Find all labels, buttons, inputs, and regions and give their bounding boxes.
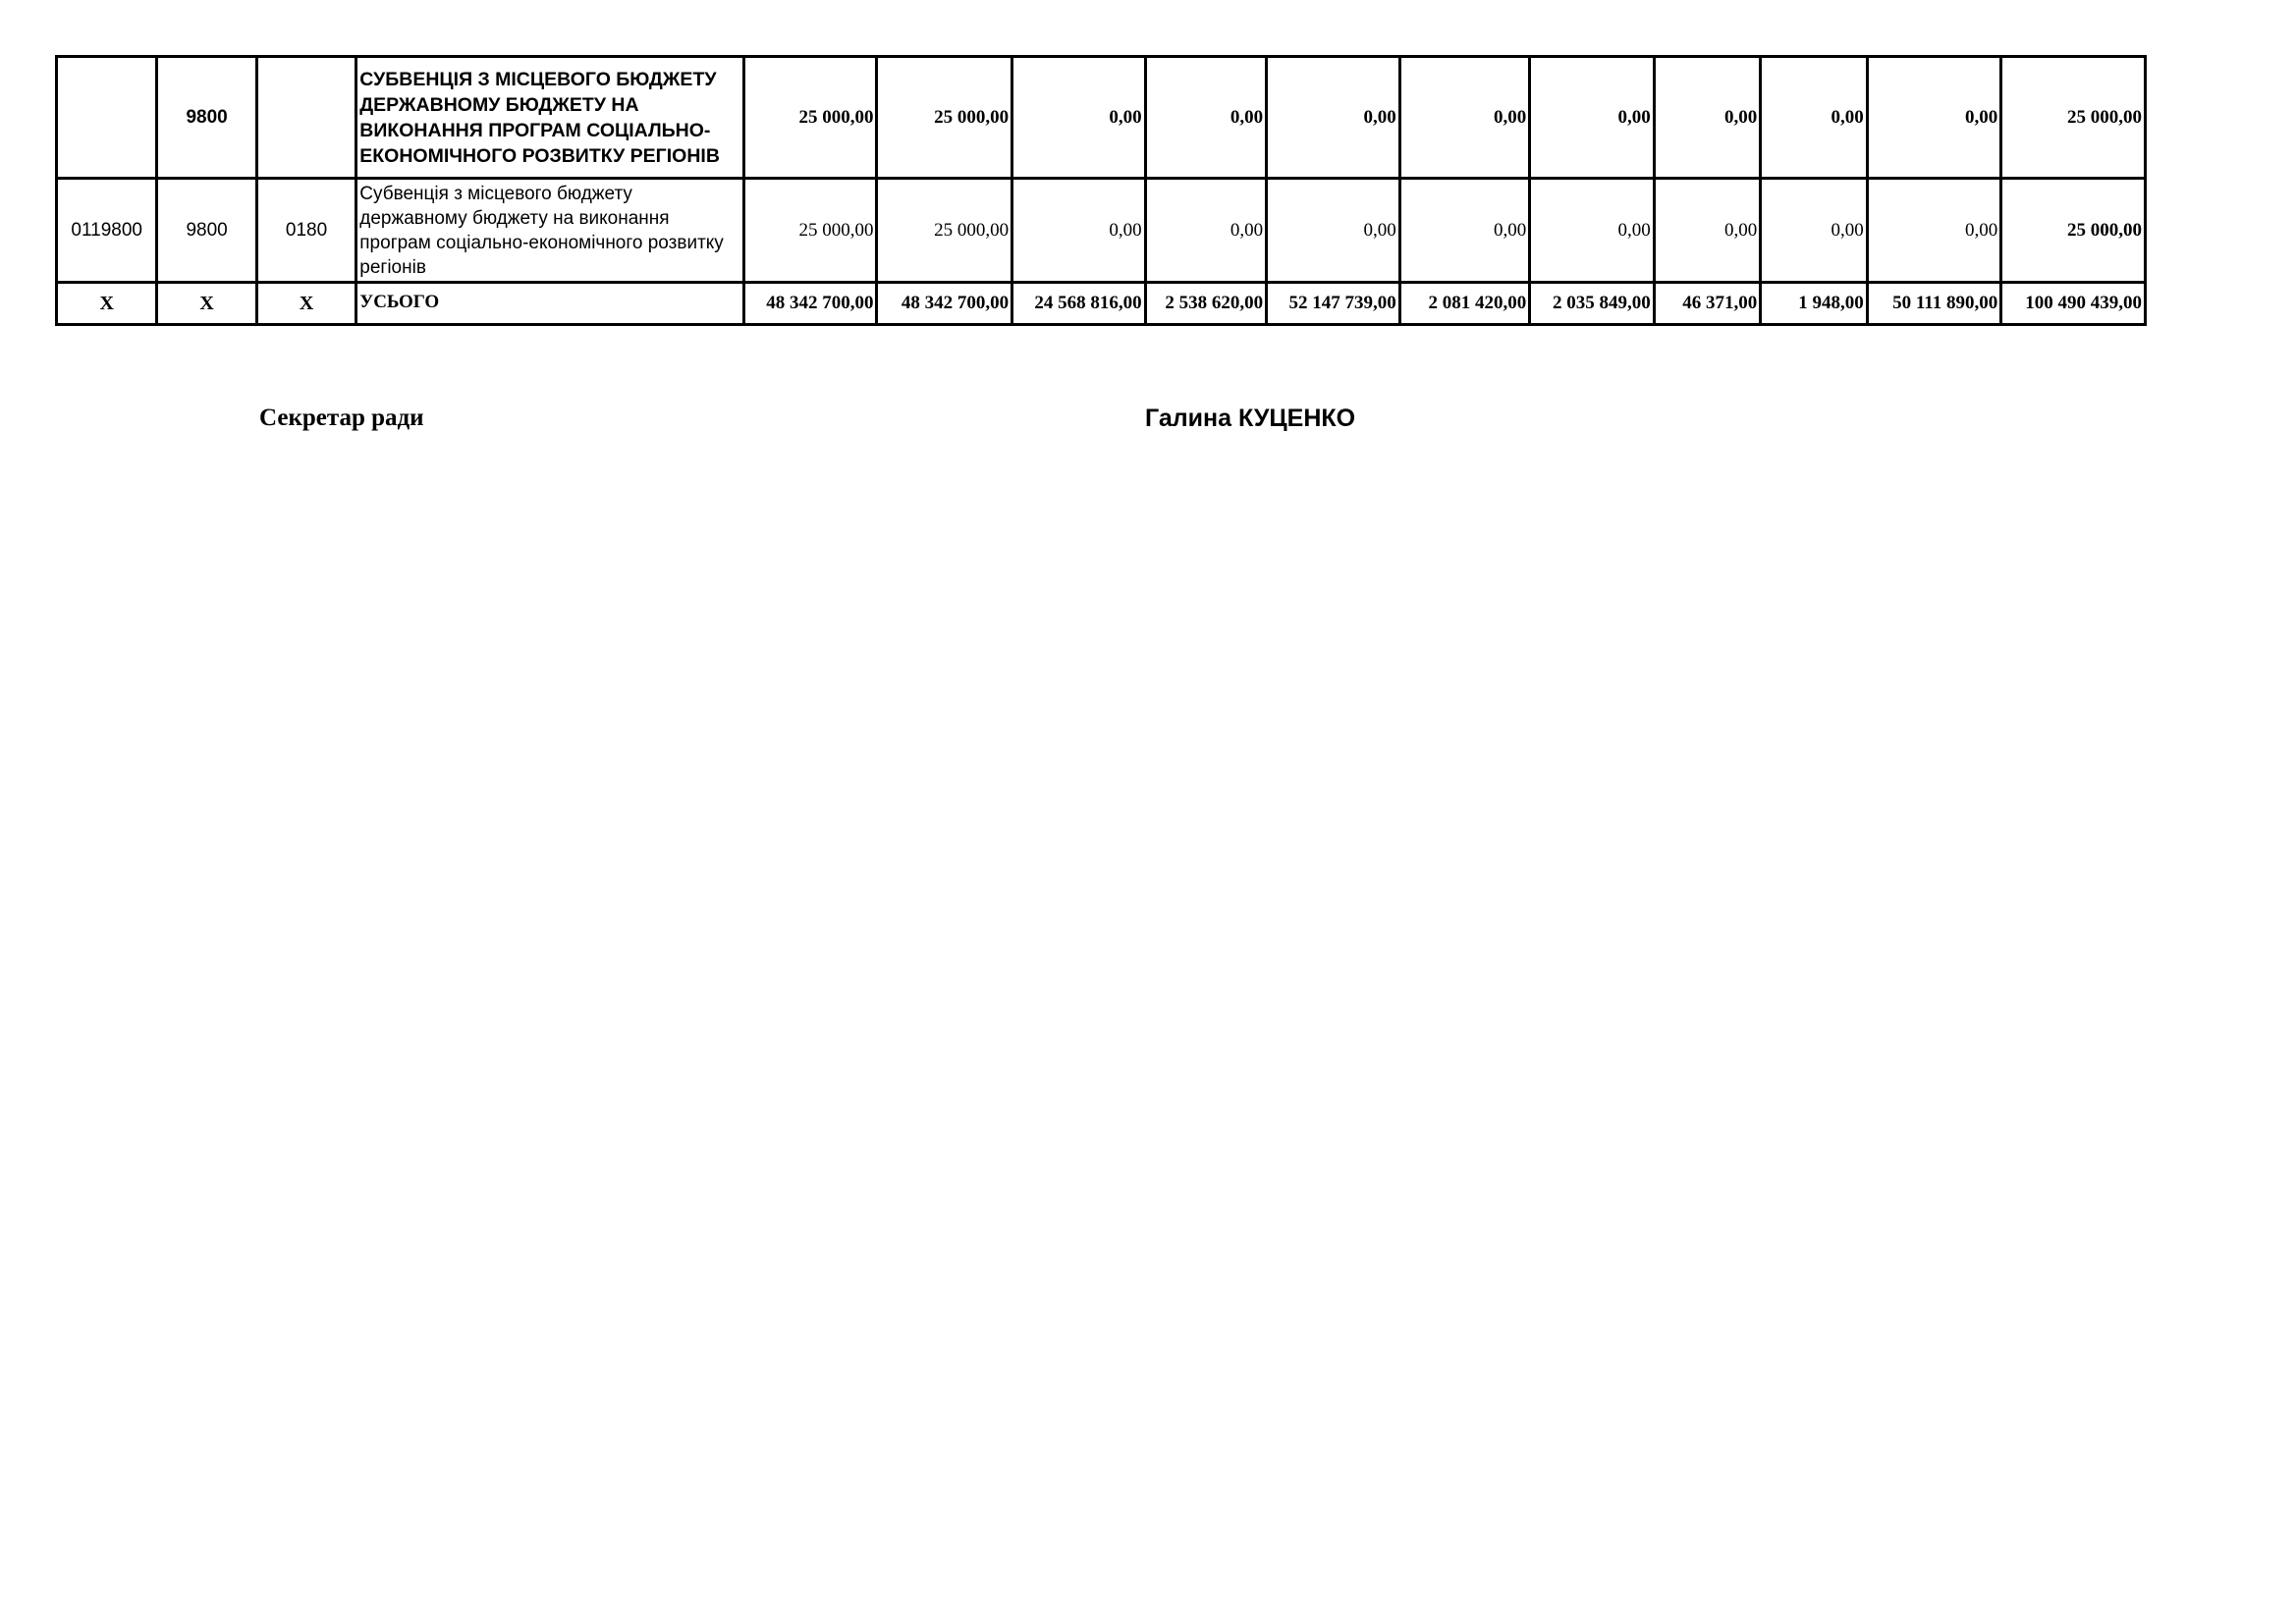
value-cell: 0,00 [1267, 57, 1400, 179]
total-value-cell: 24 568 816,00 [1012, 283, 1146, 325]
value-cell: 0,00 [1654, 179, 1760, 283]
total-value-cell: 100 490 439,00 [2001, 283, 2146, 325]
function-code-cell: X [157, 283, 256, 325]
name-cell: Субвенція з місцевого бюджету державному бюджету на виконання програм соціально-економічного розвитку регіонів [356, 179, 744, 283]
total-value-cell: 48 342 700,00 [877, 283, 1012, 325]
value-cell: 0,00 [1761, 179, 1867, 283]
value-cell: 0,00 [1654, 57, 1760, 179]
program-code-cell: X [57, 283, 157, 325]
value-cell: 0,00 [1145, 179, 1267, 283]
total-label-cell: УСЬОГО [356, 283, 744, 325]
budget-code-cell: 0180 [256, 179, 355, 283]
total-value-cell: 48 342 700,00 [743, 283, 877, 325]
total-value-cell: 52 147 739,00 [1267, 283, 1400, 325]
total-value-cell: 2 035 849,00 [1530, 283, 1655, 325]
total-value-cell: 2 081 420,00 [1399, 283, 1530, 325]
function-code-cell: 9800 [157, 57, 256, 179]
function-code-cell: 9800 [157, 179, 256, 283]
total-value-cell: 50 111 890,00 [1867, 283, 2001, 325]
table-row [57, 57, 2146, 179]
value-cell: 25 000,00 [743, 179, 877, 283]
value-cell: 0,00 [1761, 57, 1867, 179]
signature-name: Галина КУЦЕНКО [1145, 405, 1356, 432]
value-cell: 0,00 [1399, 179, 1530, 283]
value-cell: 25 000,00 [877, 179, 1012, 283]
value-cell: 25 000,00 [2001, 57, 2146, 179]
value-cell: 0,00 [1867, 179, 2001, 283]
budget-code-cell: X [256, 283, 355, 325]
signature-role: Секретар ради [259, 405, 424, 431]
total-row [57, 283, 2146, 325]
value-cell: 0,00 [1267, 179, 1400, 283]
program-code-cell: 0119800 [57, 179, 157, 283]
table-row [57, 179, 2146, 283]
value-cell: 0,00 [1145, 57, 1267, 179]
budget-table [55, 55, 2147, 326]
budget-code-cell [256, 57, 355, 179]
value-cell: 25 000,00 [743, 57, 877, 179]
program-code-cell [57, 57, 157, 179]
total-value-cell: 1 948,00 [1761, 283, 1867, 325]
value-cell: 0,00 [1399, 57, 1530, 179]
value-cell: 25 000,00 [2001, 179, 2146, 283]
total-value-cell: 2 538 620,00 [1145, 283, 1267, 325]
name-cell: СУБВЕНЦІЯ З МІСЦЕВОГО БЮДЖЕТУ ДЕРЖАВНОМУ БЮДЖЕТУ НА ВИКОНАННЯ ПРОГРАМ СОЦІАЛЬНО-ЕКОНОМІЧНОГО РОЗВИТКУ РЕГІОНІВ [356, 57, 744, 179]
total-value-cell: 46 371,00 [1654, 283, 1760, 325]
value-cell: 25 000,00 [877, 57, 1012, 179]
value-cell: 0,00 [1530, 179, 1655, 283]
value-cell: 0,00 [1012, 57, 1146, 179]
value-cell: 0,00 [1867, 57, 2001, 179]
value-cell: 0,00 [1530, 57, 1655, 179]
value-cell: 0,00 [1012, 179, 1146, 283]
